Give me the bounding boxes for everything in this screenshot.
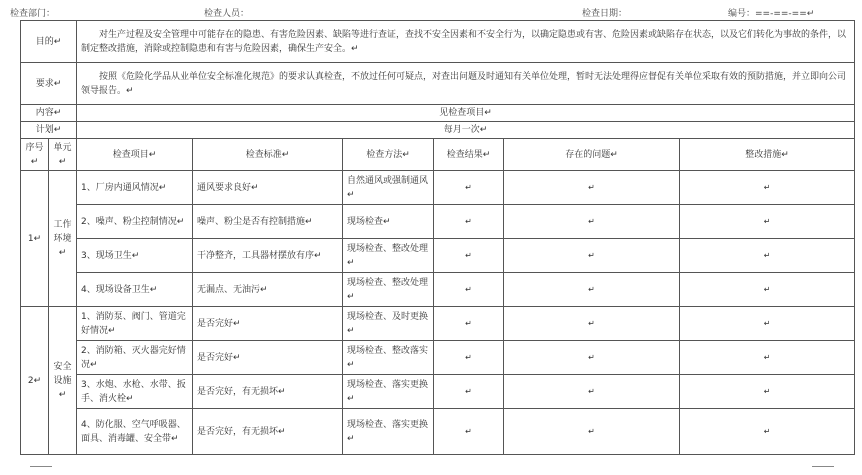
check-item: 3、现场卫生↵ bbox=[77, 239, 193, 273]
check-method: 自然通风或强制通风↵ bbox=[343, 171, 434, 205]
result-cell: ↵ bbox=[434, 205, 504, 239]
check-standard: 是否完好，有无损坏↵ bbox=[193, 409, 343, 455]
check-method: 现场检查、整改处理↵ bbox=[343, 273, 434, 307]
measure-cell: ↵ bbox=[680, 409, 855, 455]
content-text: 见检查项目↵ bbox=[77, 105, 855, 122]
date-label: 检查日期： bbox=[582, 9, 628, 19]
col-item: 检查项目↵ bbox=[77, 139, 193, 171]
plan-text: 每月一次↵ bbox=[77, 122, 855, 139]
measure-cell: ↵ bbox=[680, 375, 855, 409]
problem-cell: ↵ bbox=[504, 341, 680, 375]
inspector-label: 检查人员： bbox=[204, 9, 250, 19]
check-method: 现场检查、整改处理↵ bbox=[343, 239, 434, 273]
measure-cell: ↵ bbox=[680, 273, 855, 307]
result-cell: ↵ bbox=[434, 409, 504, 455]
plan-label: 计划↵ bbox=[21, 122, 77, 139]
group-unit: 工作环境↵ bbox=[49, 171, 77, 307]
serial-label: 编号： bbox=[728, 9, 756, 19]
check-method: 现场检查、整改落实↵ bbox=[343, 341, 434, 375]
group-seq: 2↵ bbox=[21, 307, 49, 455]
check-item: 3、水炮、水枪、水带、扳手、消火栓↵ bbox=[77, 375, 193, 409]
table-row bbox=[21, 341, 855, 375]
col-result: 检查结果↵ bbox=[434, 139, 504, 171]
check-item: 2、噪声、粉尘控制情况↵ bbox=[77, 205, 193, 239]
check-standard: 干净整齐，工具器材摆放有序↵ bbox=[193, 239, 343, 273]
check-item: 4、现场设备卫生↵ bbox=[77, 273, 193, 307]
footer-rule-right bbox=[812, 466, 834, 473]
purpose-row bbox=[21, 21, 855, 63]
requirement-label: 要求↵ bbox=[21, 63, 77, 105]
requirement-row bbox=[21, 63, 855, 105]
table-row bbox=[21, 273, 855, 307]
column-header-row bbox=[21, 139, 855, 171]
purpose-text: 对生产过程及安全管理中可能存在的隐患、有害危险因素、缺陷等进行查证，查找不安全因素和不安全行为，以确定隐患或有害、危险因素或缺陷存在状态，以及它们转化为事故的条件，以制定整改措施，消除或控制隐患和有害与危险因素，确保生产安全。↵ bbox=[77, 21, 855, 63]
table-row bbox=[21, 307, 855, 341]
result-cell: ↵ bbox=[434, 341, 504, 375]
purpose-label: 目的↵ bbox=[21, 21, 77, 63]
col-standard: 检查标准↵ bbox=[193, 139, 343, 171]
group-unit: 安全设施↵ bbox=[49, 307, 77, 455]
col-measure: 整改措施↵ bbox=[680, 139, 855, 171]
measure-cell: ↵ bbox=[680, 171, 855, 205]
inspection-table bbox=[20, 20, 855, 455]
check-standard: 通风要求良好↵ bbox=[193, 171, 343, 205]
footer-rule-left bbox=[30, 466, 52, 473]
result-cell: ↵ bbox=[434, 307, 504, 341]
check-standard: 无漏点、无油污↵ bbox=[193, 273, 343, 307]
form-header bbox=[8, 6, 854, 20]
check-method: 现场检查、及时更换↵ bbox=[343, 307, 434, 341]
check-item: 2、消防箱、灭火器完好情况↵ bbox=[77, 341, 193, 375]
table-row bbox=[21, 239, 855, 273]
dept-label: 检查部门： bbox=[10, 9, 56, 19]
serial-number bbox=[728, 6, 814, 19]
check-item: 4、防化服、空气呼吸器、面具、消毒罐、安全带↵ bbox=[77, 409, 193, 455]
check-item: 1、厂房内通风情况↵ bbox=[77, 171, 193, 205]
content-row bbox=[21, 105, 855, 122]
check-method: 现场检查、落实更换↵ bbox=[343, 409, 434, 455]
plan-row bbox=[21, 122, 855, 139]
result-cell: ↵ bbox=[434, 239, 504, 273]
check-standard: 是否完好↵ bbox=[193, 341, 343, 375]
check-standard: 噪声、粉尘是否有控制措施↵ bbox=[193, 205, 343, 239]
requirement-text: 按照《危险化学品从业单位安全标准化规范》的要求认真检查，不放过任何可疑点，对查出问题及时通知有关单位处理，暂时无法处理得应督促有关单位采取有效的预防措施，并立即向公司领导报告。↵ bbox=[77, 63, 855, 105]
problem-cell: ↵ bbox=[504, 375, 680, 409]
check-standard: 是否完好↵ bbox=[193, 307, 343, 341]
col-problem: 存在的问题↵ bbox=[504, 139, 680, 171]
problem-cell: ↵ bbox=[504, 307, 680, 341]
serial-end-mark: ↵ bbox=[806, 9, 815, 19]
problem-cell: ↵ bbox=[504, 205, 680, 239]
table-row bbox=[21, 375, 855, 409]
table-row bbox=[21, 409, 855, 455]
col-unit: 单元↵ bbox=[49, 139, 77, 171]
table-row bbox=[21, 205, 855, 239]
problem-cell: ↵ bbox=[504, 171, 680, 205]
measure-cell: ↵ bbox=[680, 205, 855, 239]
content-label: 内容↵ bbox=[21, 105, 77, 122]
measure-cell: ↵ bbox=[680, 307, 855, 341]
problem-cell: ↵ bbox=[504, 273, 680, 307]
measure-cell: ↵ bbox=[680, 341, 855, 375]
result-cell: ↵ bbox=[434, 273, 504, 307]
check-method: 现场检查↵ bbox=[343, 205, 434, 239]
result-cell: ↵ bbox=[434, 375, 504, 409]
table-row bbox=[21, 171, 855, 205]
result-cell: ↵ bbox=[434, 171, 504, 205]
serial-value: ==-==-== bbox=[755, 9, 807, 19]
problem-cell: ↵ bbox=[504, 409, 680, 455]
group-seq: 1↵ bbox=[21, 171, 49, 307]
measure-cell: ↵ bbox=[680, 239, 855, 273]
problem-cell: ↵ bbox=[504, 239, 680, 273]
check-method: 现场检查、落实更换↵ bbox=[343, 375, 434, 409]
col-seq: 序号↵ bbox=[21, 139, 49, 171]
check-item: 1、消防泵、阀门、管道完好情况↵ bbox=[77, 307, 193, 341]
col-method: 检查方法↵ bbox=[343, 139, 434, 171]
check-standard: 是否完好，有无损坏↵ bbox=[193, 375, 343, 409]
